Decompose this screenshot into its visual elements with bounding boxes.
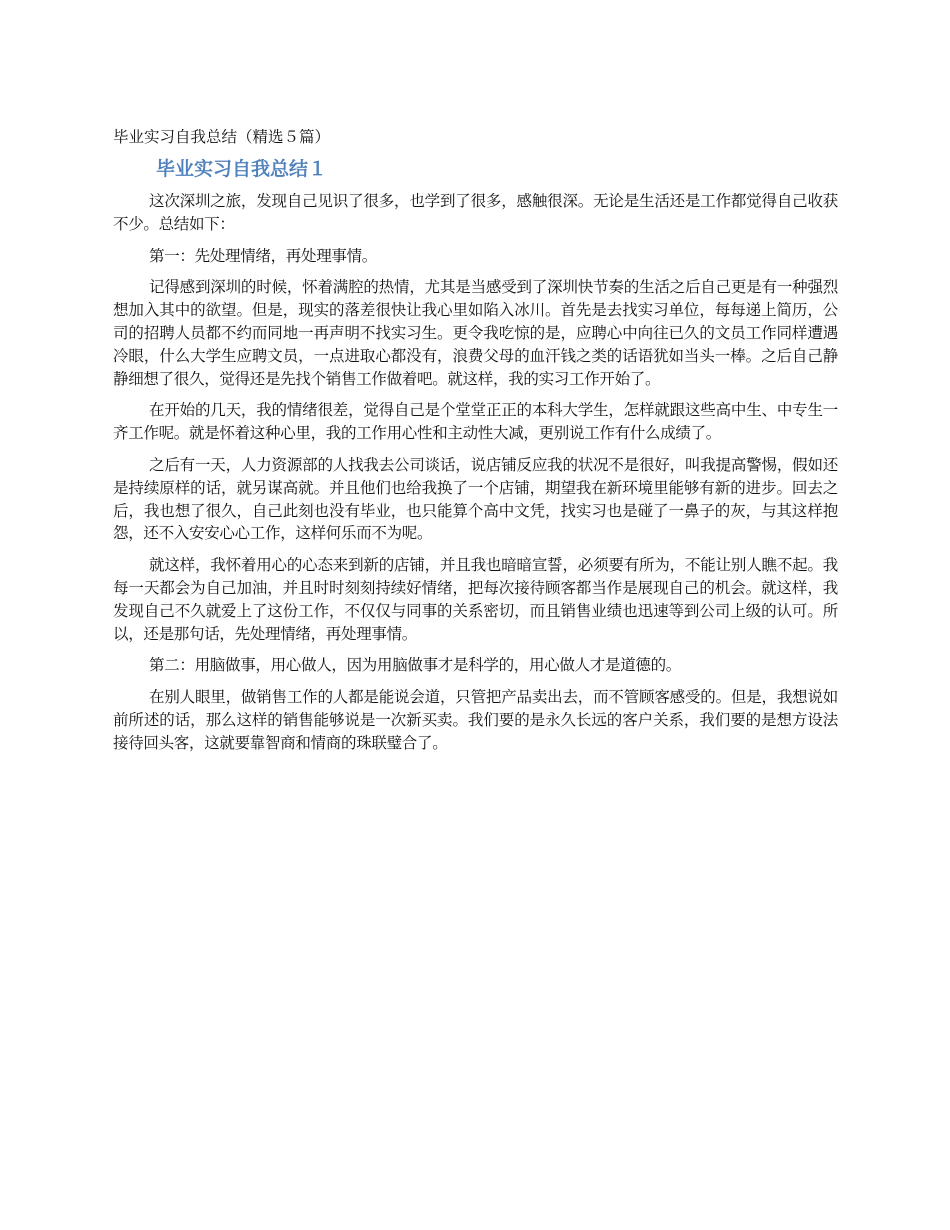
paragraph-7: 第二：用脑做事，用心做人，因为用脑做事才是科学的，用心做人才是道德的。 xyxy=(149,656,682,675)
paragraph-1: 这次深圳之旅，发现自己见识了很多，也学到了很多，感触很深。无论是生活还是工作都觉得自己收获不少。总结如下： xyxy=(113,192,838,233)
paragraph-8: 在别人眼里，做销售工作的人都是能说会道，只管把产品卖出去，而不管顾客感受的。但是，我想说如前所述的话，那么这样的销售能够说是一次新买卖。我们要的是永久长远的客户关系，我们要的是想方设法接待回头客，这就要靠智商和情商的珠联璧合了。 xyxy=(113,688,838,752)
document-page xyxy=(113,124,838,764)
paragraph-6: 就这样，我怀着用心的心态来到新的店铺，并且我也暗暗宣誓，必须要有所为，不能让别人瞧不起。我每一天都会为自己加油，并且时时刻刻持续好情绪，把每次接待顾客都当作是展现自己的机会。就这样，我发现自己不久就爱上了这份工作，不仅仅与同事的关系密切，而且销售业绩也迅速等到公司上级的认可。所以，还是那句话，先处理情绪，再处理事情。 xyxy=(113,556,838,643)
paragraph-5: 之后有一天，人力资源部的人找我去公司谈话，说店铺反应我的状况不是很好，叫我提高警惕，假如还是持续原样的话，就另谋高就。并且他们也给我换了一个店铺，期望我在新环境里能够有新的进步。回去之后，我也想了很久，自己此刻也没有毕业，也只能算个高中文凭，找实习也是碰了一鼻子的灰，与其这样抱怨，还不入安安心心工作，这样何乐而不为呢。 xyxy=(113,455,838,543)
paragraph-4: 在开始的几天，我的情绪很差，觉得自己是个堂堂正正的本科大学生，怎样就跟这些高中生、中专生一齐工作呢。就是怀着这种心里，我的工作用心性和主动性大减，更别说工作有什么成绩了。 xyxy=(113,401,838,443)
document-title: 毕业实习自我总结（精选５篇） xyxy=(113,128,331,146)
section-heading: 毕业实习自我总结１ xyxy=(156,158,328,180)
paragraph-2: 第一：先处理情绪，再处理事情。 xyxy=(149,246,378,265)
paragraph-3: 记得感到深圳的时候，怀着满腔的热情，尤其是当感受到了深圳快节奏的生活之后自己更是有一种强烈想加入其中的欲望。但是，现实的落差很快让我心里如陷入冰川。首先是去找实习单位，每每递上简历，公司的招聘人员都不约而同地一再声明不找实习生。更令我吃惊的是，应聘心中向往已久的文员工作同样遭遇冷眼，什么大学生应聘文员，一点进取心都没有，浪费父母的血汗钱之类的话语犹如当头一棒。之后自己静静细想了很久，觉得还是先找个销售工作做着吧。就这样，我的实习工作开始了。 xyxy=(113,278,838,388)
